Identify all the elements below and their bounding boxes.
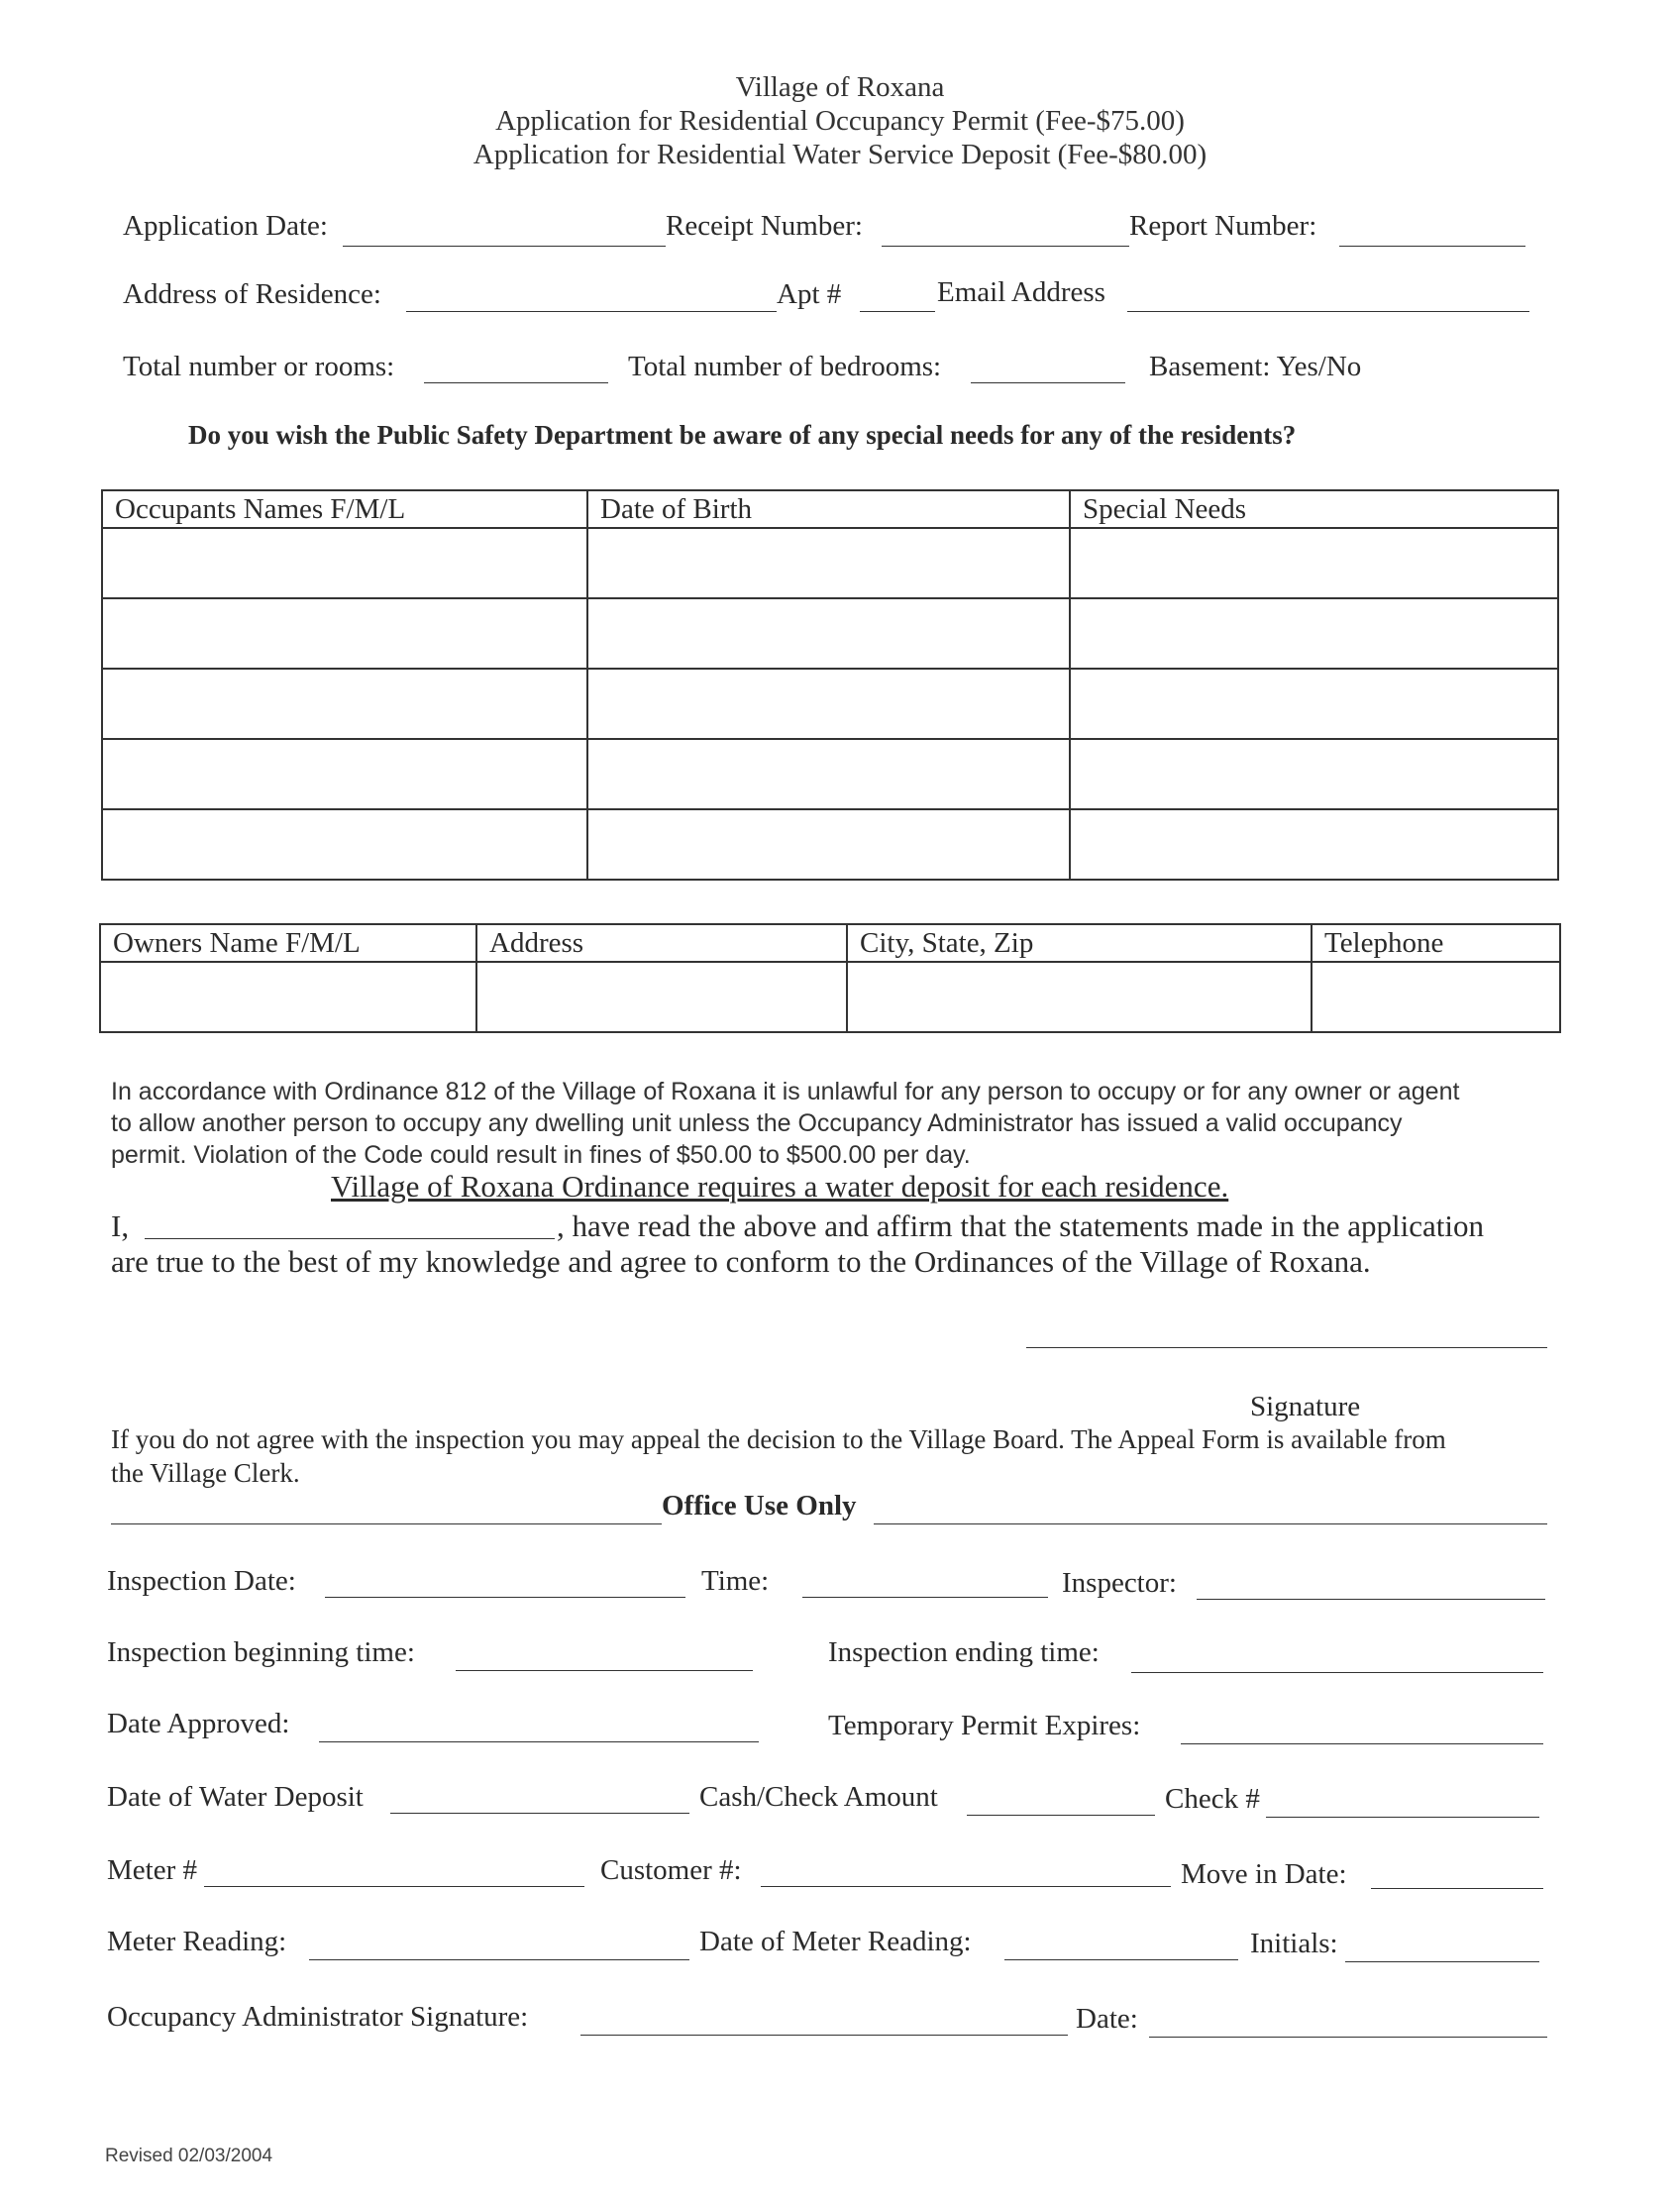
office-use-rule-right (874, 1523, 1547, 1524)
initials-label: Initials: (1250, 1928, 1338, 1959)
total-rooms-label: Total number or rooms: (123, 351, 395, 382)
special-needs-cell[interactable] (1070, 598, 1558, 669)
occupant-name-cell[interactable] (102, 669, 587, 739)
occupant-name-cell[interactable] (102, 739, 587, 809)
ordinance-line-3: permit. Violation of the Code could result in fines of $50.00 to $500.00 per day. (111, 1141, 971, 1169)
special-needs-cell[interactable] (1070, 528, 1558, 598)
telephone-header: Telephone (1312, 924, 1560, 962)
occupancy-admin-signature-label: Occupancy Administrator Signature: (107, 2001, 529, 2033)
special-needs-cell[interactable] (1070, 739, 1558, 809)
appeal-line-1: If you do not agree with the inspection you may appeal the decision to the Village Board. The Appeal Form is available from (111, 1424, 1446, 1454)
receipt-number-label: Receipt Number: (666, 210, 863, 242)
customer-number-label: Customer #: (600, 1854, 742, 1886)
inspection-date-label: Inspection Date: (107, 1565, 296, 1597)
check-number-field[interactable] (1266, 1817, 1539, 1818)
table-row (102, 598, 1558, 669)
time-field[interactable] (802, 1597, 1048, 1598)
email-address-field[interactable] (1127, 311, 1529, 312)
affirmation-prefix: I, (111, 1208, 130, 1243)
date-of-birth-cell[interactable] (587, 669, 1070, 739)
apt-field[interactable] (860, 311, 935, 312)
office-use-title: Office Use Only (662, 1490, 857, 1521)
application-date-label: Application Date: (123, 210, 328, 242)
apt-label: Apt # (777, 278, 842, 310)
owner-address-header: Address (476, 924, 847, 962)
table-row (102, 739, 1558, 809)
total-rooms-field[interactable] (424, 382, 608, 383)
inspection-date-field[interactable] (325, 1597, 685, 1598)
address-of-residence-field[interactable] (406, 311, 777, 312)
telephone-cell[interactable] (1312, 962, 1560, 1032)
meter-number-field[interactable] (204, 1886, 584, 1887)
cash-check-amount-field[interactable] (967, 1815, 1155, 1816)
email-address-label: Email Address (937, 276, 1105, 308)
water-deposit-notice: Village of Roxana Ordinance requires a water deposit for each residence. (331, 1169, 1229, 1204)
date-of-water-deposit-label: Date of Water Deposit (107, 1781, 364, 1813)
affirmation-line-1: , have read the above and affirm that the statements made in the application (557, 1208, 1484, 1243)
date-of-water-deposit-field[interactable] (390, 1813, 689, 1814)
table-row (102, 528, 1558, 598)
city-state-zip-cell[interactable] (847, 962, 1312, 1032)
address-of-residence-label: Address of Residence: (123, 278, 381, 310)
move-in-date-field[interactable] (1371, 1888, 1543, 1889)
report-number-field[interactable] (1339, 246, 1525, 247)
office-use-rule-left (111, 1523, 662, 1524)
occupants-names-header: Occupants Names F/M/L (102, 490, 587, 528)
receipt-number-field[interactable] (882, 246, 1129, 247)
occupant-name-cell[interactable] (102, 528, 587, 598)
inspection-ending-time-label: Inspection ending time: (828, 1636, 1100, 1668)
date-of-birth-cell[interactable] (587, 739, 1070, 809)
date-of-birth-cell[interactable] (587, 528, 1070, 598)
table-row (102, 809, 1558, 880)
ordinance-line-1: In accordance with Ordinance 812 of the Village of Roxana it is unlawful for any person to occupy or for any owner or agent (111, 1078, 1460, 1105)
inspection-beginning-time-field[interactable] (456, 1670, 753, 1671)
report-number-label: Report Number: (1129, 210, 1317, 242)
affirmation-line-2: are true to the best of my knowledge and agree to conform to the Ordinances of the Village of Roxana. (111, 1244, 1371, 1279)
table-row (100, 962, 1560, 1032)
date-of-birth-cell[interactable] (587, 598, 1070, 669)
customer-number-field[interactable] (761, 1886, 1171, 1887)
occupants-table (101, 489, 1559, 881)
city-state-zip-header: City, State, Zip (847, 924, 1312, 962)
total-bedrooms-field[interactable] (971, 382, 1125, 383)
owner-address-cell[interactable] (476, 962, 847, 1032)
date-approved-field[interactable] (319, 1741, 759, 1742)
admin-date-field[interactable] (1149, 2037, 1547, 2038)
form-title: Village of Roxana (735, 71, 945, 103)
revised-date: Revised 02/03/2004 (105, 2146, 273, 2166)
special-needs-cell[interactable] (1070, 669, 1558, 739)
date-of-meter-reading-field[interactable] (1004, 1959, 1238, 1960)
form-subtitle-occupancy: Application for Residential Occupancy Permit (Fee-$75.00) (495, 105, 1185, 137)
table-row (102, 669, 1558, 739)
meter-number-label: Meter # (107, 1854, 197, 1886)
occupant-name-cell[interactable] (102, 598, 587, 669)
admin-date-label: Date: (1076, 2003, 1138, 2035)
date-approved-label: Date Approved: (107, 1708, 290, 1739)
appeal-line-2: the Village Clerk. (111, 1458, 300, 1488)
signature-field[interactable] (1026, 1347, 1547, 1348)
check-number-label: Check # (1165, 1783, 1260, 1815)
signature-label: Signature (1250, 1391, 1361, 1422)
application-date-field[interactable] (343, 246, 666, 247)
date-of-birth-header: Date of Birth (587, 490, 1070, 528)
total-bedrooms-label: Total number of bedrooms: (628, 351, 942, 382)
owners-name-header: Owners Name F/M/L (100, 924, 476, 962)
basement-label: Basement: Yes/No (1149, 351, 1362, 382)
inspection-ending-time-field[interactable] (1131, 1672, 1543, 1673)
time-label: Time: (701, 1565, 770, 1597)
inspector-label: Inspector: (1062, 1567, 1177, 1599)
affirmant-name-field[interactable] (145, 1238, 555, 1239)
inspector-field[interactable] (1197, 1599, 1545, 1600)
inspection-beginning-time-label: Inspection beginning time: (107, 1636, 415, 1668)
special-needs-cell[interactable] (1070, 809, 1558, 880)
temporary-permit-expires-label: Temporary Permit Expires: (828, 1710, 1141, 1741)
form-subtitle-water: Application for Residential Water Service Deposit (Fee-$80.00) (472, 139, 1208, 170)
temporary-permit-expires-field[interactable] (1181, 1743, 1543, 1744)
cash-check-amount-label: Cash/Check Amount (699, 1781, 938, 1813)
ordinance-line-2: to allow another person to occupy any dwelling unit unless the Occupancy Administrator has issued a valid occupancy (111, 1109, 1403, 1137)
special-needs-question: Do you wish the Public Safety Department be aware of any special needs for any of the residents? (188, 420, 1297, 450)
occupancy-admin-signature-field[interactable] (580, 2035, 1068, 2036)
occupant-name-cell[interactable] (102, 809, 587, 880)
date-of-birth-cell[interactable] (587, 809, 1070, 880)
meter-reading-label: Meter Reading: (107, 1926, 287, 1957)
owners-table (99, 923, 1561, 1033)
meter-reading-field[interactable] (309, 1959, 689, 1960)
date-of-meter-reading-label: Date of Meter Reading: (699, 1926, 972, 1957)
owners-name-cell[interactable] (100, 962, 476, 1032)
special-needs-header: Special Needs (1070, 490, 1558, 528)
initials-field[interactable] (1345, 1961, 1539, 1962)
move-in-date-label: Move in Date: (1181, 1858, 1347, 1890)
